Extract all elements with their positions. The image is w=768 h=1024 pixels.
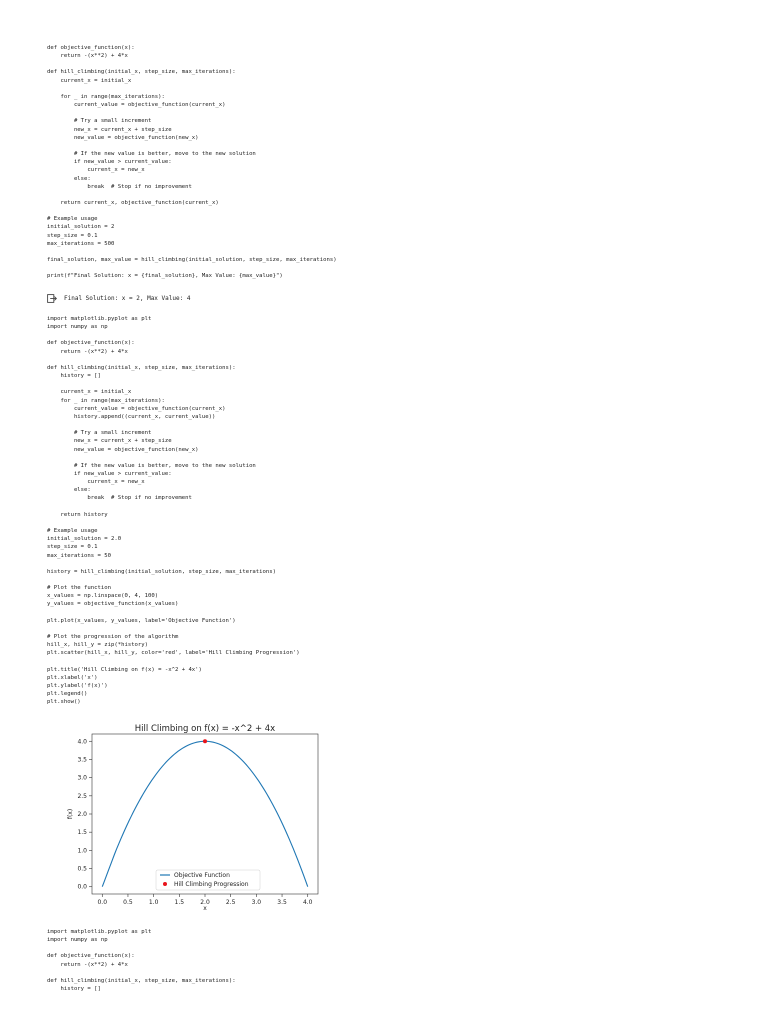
code-line: plt.plot(x_values, y_values, label='Objective Function') bbox=[47, 617, 236, 624]
code-line: hill_x, hill_y = zip(*history) bbox=[47, 642, 149, 649]
x-tick-label: 1.5 bbox=[174, 899, 185, 906]
code-line: history.append((current_x, current_value)) bbox=[47, 413, 216, 420]
y-tick-label: 2.5 bbox=[77, 792, 87, 800]
code-line: new_x = current_x + step_size bbox=[47, 438, 172, 445]
x-tick-label: 0.0 bbox=[97, 899, 108, 906]
code-line: return current_x, objective_function(current_x) bbox=[47, 199, 219, 206]
code-line: current_value = objective_function(current_x) bbox=[47, 405, 226, 412]
code-line: def hill_climbing(initial_x, step_size, max_iterations): bbox=[47, 69, 236, 76]
y-axis-label: f(x) bbox=[67, 808, 74, 820]
code-line: return -(x**2) + 4*x bbox=[47, 53, 128, 60]
code-line: plt.scatter(hill_x, hill_y, color='red', label='Hill Climbing Progression') bbox=[47, 650, 300, 657]
code-line: initial_solution = 2 bbox=[47, 224, 115, 231]
code-cell-1 bbox=[47, 44, 337, 281]
x-tick-label: 4.0 bbox=[302, 899, 313, 906]
code-line: current_x = initial_x bbox=[47, 389, 132, 396]
y-tick-label: 3.0 bbox=[77, 774, 87, 782]
legend bbox=[156, 870, 260, 890]
y-tick-label: 2.0 bbox=[77, 811, 87, 818]
code-line: # Example usage bbox=[47, 528, 98, 535]
code-line: def hill_climbing(initial_x, step_size, max_iterations): bbox=[47, 364, 236, 371]
code-line: new_x = current_x + step_size bbox=[47, 126, 172, 133]
code-line: import matplotlib.pyplot as plt bbox=[47, 316, 152, 322]
code-line: # Try a small increment bbox=[47, 430, 152, 437]
code-cell-2 bbox=[47, 315, 300, 707]
x-tick-label: 3.5 bbox=[277, 899, 287, 906]
y-axis-ticks bbox=[77, 738, 92, 890]
code-line: break # Stop if no improvement bbox=[47, 495, 192, 502]
code-line: max_iterations = 50 bbox=[47, 552, 111, 559]
code-line: new_value = objective_function(new_x) bbox=[47, 446, 199, 453]
series-line-objective-function bbox=[102, 741, 307, 886]
y-tick-label: 3.5 bbox=[77, 756, 87, 764]
y-tick-label: 4.0 bbox=[77, 738, 87, 746]
code-line: new_value = objective_function(new_x) bbox=[47, 134, 199, 141]
code-line: step_size = 0.1 bbox=[47, 232, 98, 239]
code-line: plt.xlabel('x') bbox=[47, 674, 98, 681]
code-line: x_values = np.linspace(0, 4, 100) bbox=[47, 593, 159, 600]
code-line: for _ in range(max_iterations): bbox=[47, 397, 165, 404]
x-tick-label: 2.0 bbox=[200, 899, 210, 906]
code-line: print(f"Final Solution: x = {final_solution}, Max Value: {max_value}") bbox=[47, 273, 283, 280]
code-line: # If the new value is better, move to the new solution bbox=[47, 462, 256, 469]
code-line: step_size = 0.1 bbox=[47, 544, 98, 551]
code-line: plt.title('Hill Climbing on f(x) = -x^2 + 4x') bbox=[47, 666, 202, 673]
code-line: plt.ylabel('f(x)') bbox=[47, 683, 108, 690]
y-tick-label: 1.0 bbox=[77, 847, 87, 855]
code-line: # Plot the function bbox=[47, 585, 111, 592]
code-line: if new_value > current_value: bbox=[47, 159, 172, 166]
y-tick-label: 0.0 bbox=[77, 883, 87, 891]
code-line: current_x = initial_x bbox=[47, 77, 132, 84]
x-axis-label: x bbox=[203, 905, 207, 912]
code-line: # Example usage bbox=[47, 216, 98, 223]
x-tick-label: 0.5 bbox=[123, 899, 133, 906]
code-line: plt.legend() bbox=[47, 691, 88, 698]
legend-dot-swatch bbox=[163, 882, 167, 886]
code-line: plt.show() bbox=[47, 699, 81, 706]
code-line: else: bbox=[47, 175, 91, 182]
code-line: return history bbox=[47, 511, 108, 518]
code-line: break # Stop if no improvement bbox=[47, 183, 192, 190]
code-line: def objective_function(x): bbox=[47, 953, 135, 960]
code-line: history = [] bbox=[47, 986, 101, 993]
code-line: initial_solution = 2.0 bbox=[47, 536, 122, 543]
code-line: def hill_climbing(initial_x, step_size, max_iterations): bbox=[47, 977, 236, 984]
legend-label-progression: Hill Climbing Progression bbox=[174, 881, 249, 888]
code-line: history = [] bbox=[47, 373, 101, 380]
output-row bbox=[47, 294, 190, 303]
code-line: final_solution, max_value = hill_climbing(initial_solution, step_size, max_iterations) bbox=[47, 257, 337, 264]
chart-title: Hill Climbing on f(x) = -x^2 + 4x bbox=[134, 724, 276, 734]
code-line: current_x = new_x bbox=[47, 479, 145, 486]
code-line: def objective_function(x): bbox=[47, 45, 135, 51]
x-tick-label: 2.5 bbox=[225, 899, 236, 906]
code-line: # Plot the progression of the algorithm bbox=[47, 634, 179, 641]
code-line: else: bbox=[47, 487, 91, 494]
code-line: import matplotlib.pyplot as plt bbox=[47, 929, 152, 935]
scatter-point-hill-climbing bbox=[203, 739, 207, 743]
code-line: # If the new value is better, move to the new solution bbox=[47, 151, 256, 158]
code-line: return -(x**2) + 4*x bbox=[47, 961, 128, 968]
series-layer bbox=[102, 739, 307, 886]
code-line: if new_value > current_value: bbox=[47, 470, 172, 477]
code-line: import numpy as np bbox=[47, 324, 108, 331]
code-line: current_x = new_x bbox=[47, 167, 145, 174]
code-line: import numpy as np bbox=[47, 937, 108, 944]
code-line: y_values = objective_function(x_values) bbox=[47, 601, 179, 608]
y-tick-label: 1.5 bbox=[77, 829, 87, 837]
code-line: current_value = objective_function(current_x) bbox=[47, 102, 226, 109]
code-line: history = hill_climbing(initial_solution, step_size, max_iterations) bbox=[47, 568, 277, 575]
x-tick-label: 1.0 bbox=[148, 899, 159, 906]
output-arrow-icon bbox=[47, 294, 57, 303]
code-line: max_iterations = 500 bbox=[47, 240, 115, 247]
hill-climbing-chart bbox=[60, 720, 330, 915]
y-tick-label: 0.5 bbox=[77, 865, 87, 873]
legend-label-objective: Objective Function bbox=[174, 872, 230, 879]
code-line: # Try a small increment bbox=[47, 118, 152, 125]
code-cell-3 bbox=[47, 928, 236, 993]
output-text: Final Solution: x = 2, Max Value: 4 bbox=[64, 295, 191, 302]
code-line: def objective_function(x): bbox=[47, 340, 135, 347]
code-line: for _ in range(max_iterations): bbox=[47, 93, 165, 100]
x-tick-label: 3.0 bbox=[251, 899, 262, 906]
code-line: return -(x**2) + 4*x bbox=[47, 348, 128, 355]
